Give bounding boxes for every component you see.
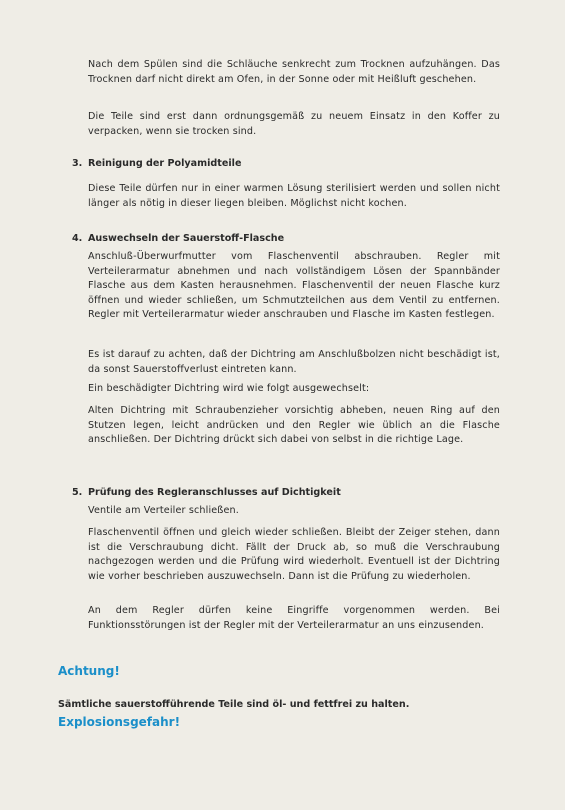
intro-paragraph-2: Die Teile sind erst dann ordnungsgemäß zu neuem Einsatz in den Koffer zu verpacken, wenn sie trocken sind. <box>88 111 500 137</box>
intro-paragraph-1: Nach dem Spülen sind die Schläuche senkrecht zum Trocknen aufzuhängen. Das Trocknen darf nicht direkt am Ofen, in der Sonne oder mit Heißluft geschehen. <box>88 59 500 85</box>
warning-text: Sämtliche sauerstofführende Teile sind öl- und fettfrei zu halten. <box>58 699 410 710</box>
section-5-paragraph-3: An dem Regler dürfen keine Eingriffe vorgenommen werden. Bei Funktionsstörungen ist der Regler mit der Verteilerarmatur an uns einzusenden. <box>88 605 500 631</box>
section-5-paragraph-1: Ventile am Verteiler schließen. <box>88 505 239 516</box>
section-3-number: 3. <box>72 158 83 169</box>
section-4-heading <box>72 232 284 246</box>
section-5-number: 5. <box>72 487 83 498</box>
section-3-heading <box>72 157 241 171</box>
section-5-title: Prüfung des Regleranschlusses auf Dichtigkeit <box>88 487 341 498</box>
section-4-paragraph-4: Alten Dichtring mit Schraubenzieher vorsichtig abheben, neuen Ring auf den Stutzen legen, leicht andrücken und den Regler wie üblich an die Flasche anschließen. Der Dichtring drückt sich dabei von selbst in die richtige Lage. <box>88 405 500 446</box>
section-4-title: Auswechseln der Sauerstoff-Flasche <box>88 233 285 244</box>
section-4-paragraph-2: Es ist darauf zu achten, daß der Dichtring am Anschlußbolzen nicht beschädigt ist, da sonst Sauerstoffverlust eintreten kann. <box>88 349 500 375</box>
section-5-paragraph-2: Flaschenventil öffnen und gleich wieder schließen. Bleibt der Zeiger stehen, dann ist die Verschraubung dicht. Fällt der Druck ab, so muß die Verschraubung nachgezogen werden und die Prüfung wird wiederholt. Eventuell ist der Dichtring wie vorher beschrieben auszuwechseln. Dann ist die Prüfung zu wiederholen. <box>88 527 500 582</box>
warning-heading: Achtung! <box>58 664 120 678</box>
section-3-title: Reinigung der Polyamidteile <box>88 158 242 169</box>
section-5-heading <box>72 486 341 500</box>
section-4-paragraph-1: Anschluß-Überwurfmutter vom Flaschenventil abschrauben. Regler mit Verteilerarmatur abnehmen und nach vollständigem Lösen der Spannbänder Flasche aus dem Kasten herausnehmen. Flaschenventil der neuen Flasche kurz öffnen und wieder schließen, um Schmutzteilchen aus dem Ventil zu entfernen. Regler mit Verteilerarmatur wieder anschrauben und Flasche im Kasten festlegen. <box>88 251 500 321</box>
section-3-paragraph-1: Diese Teile dürfen nur in einer warmen Lösung sterilisiert werden und sollen nicht länger als nötig in dieser liegen bleiben. Möglichst nicht kochen. <box>88 183 500 209</box>
section-4-number: 4. <box>72 233 83 244</box>
section-4-paragraph-3: Ein beschädigter Dichtring wird wie folgt ausgewechselt: <box>88 383 370 394</box>
explosion-danger-text: Explosionsgefahr! <box>58 715 181 729</box>
